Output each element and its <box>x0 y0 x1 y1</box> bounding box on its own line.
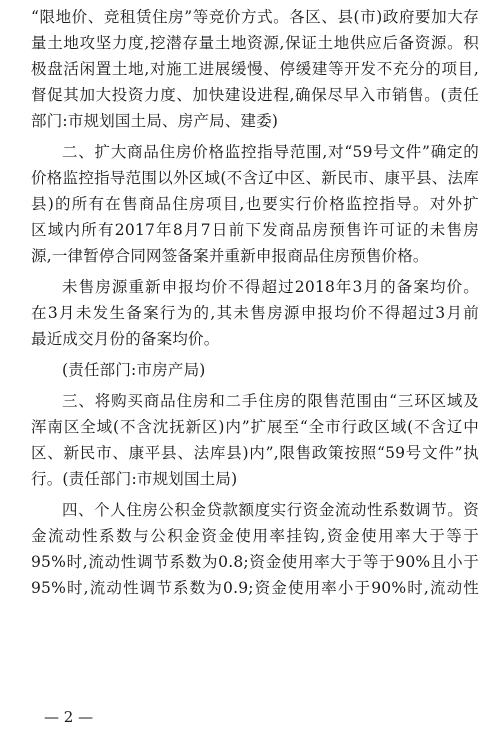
paragraph-line: 部门:市规划国土局、房产局、建委) <box>31 112 279 130</box>
paragraph-line: 源,一律暂停合同网签备案并重新申报商品住房预售价格。 <box>31 247 429 265</box>
paragraph-line: 最近成交月份的备案均价。 <box>31 330 220 348</box>
document-body <box>31 4 479 601</box>
paragraph-line: 未售房源重新申报均价不得超过2018年3月的备案均价。 <box>62 278 479 296</box>
paragraph-line: 95%时,流动性调节系数为0.8;资金使用率大于等于90%且小于 <box>31 553 479 571</box>
paragraph-line: “限地价、竞租赁住房”等竞价方式。各区、县(市)政府要加大存 <box>31 8 479 26</box>
paragraph-line: 督促其加大投资力度、加快建设进程,确保尽早入市销售。(责任 <box>31 86 479 104</box>
page-number: — 2 — <box>44 708 94 726</box>
paragraph-line: 区、新民市、康平县、法库县)内”,限售政策按照“59号文件”执 <box>31 444 479 462</box>
paragraph-line: 在3月未发生备案行为的,其未售房源申报均价不得超过3月前 <box>31 304 479 322</box>
responsible-department-line: (责任部门:市房产局) <box>62 361 206 379</box>
paragraph-line: 浑南区全域(不含沈抚新区)内”扩展至“全市行政区域(不含辽中 <box>31 418 479 436</box>
paragraph-line: 行。(责任部门:市规划国土局) <box>31 470 238 488</box>
section-heading-line: 三、将购买商品住房和二手住房的限售范围由“三环区域及 <box>62 392 479 410</box>
paragraph-line: 95%时,流动性调节系数为0.9;资金使用率小于90%时,流动性 <box>31 579 479 597</box>
paragraph-line: 县)的所有在售商品住房项目,也要实行价格监控指导。对外扩 <box>31 195 479 213</box>
section-heading-line: 二、扩大商品住房价格监控指导范围,对“59号文件”确定的 <box>62 143 479 161</box>
paragraph-line: 量土地攻坚力度,挖潜存量土地资源,保证土地供应后备资源。积 <box>31 34 479 52</box>
paragraph-line: 价格监控指导范围以外区域(不含辽中区、新民市、康平县、法库 <box>31 169 479 187</box>
paragraph-line: 金流动性系数与公积金资金使用率挂钩,资金使用率大于等于 <box>31 527 479 545</box>
paragraph-line: 极盘活闲置土地,对施工进展缓慢、停缓建等开发不充分的项目, <box>31 60 479 78</box>
section-heading-line: 四、个人住房公积金贷款额度实行资金流动性系数调节。资 <box>62 501 479 519</box>
paragraph-line: 区域内所有2017年8月7日前下发商品房预售许可证的未售房 <box>31 221 479 239</box>
